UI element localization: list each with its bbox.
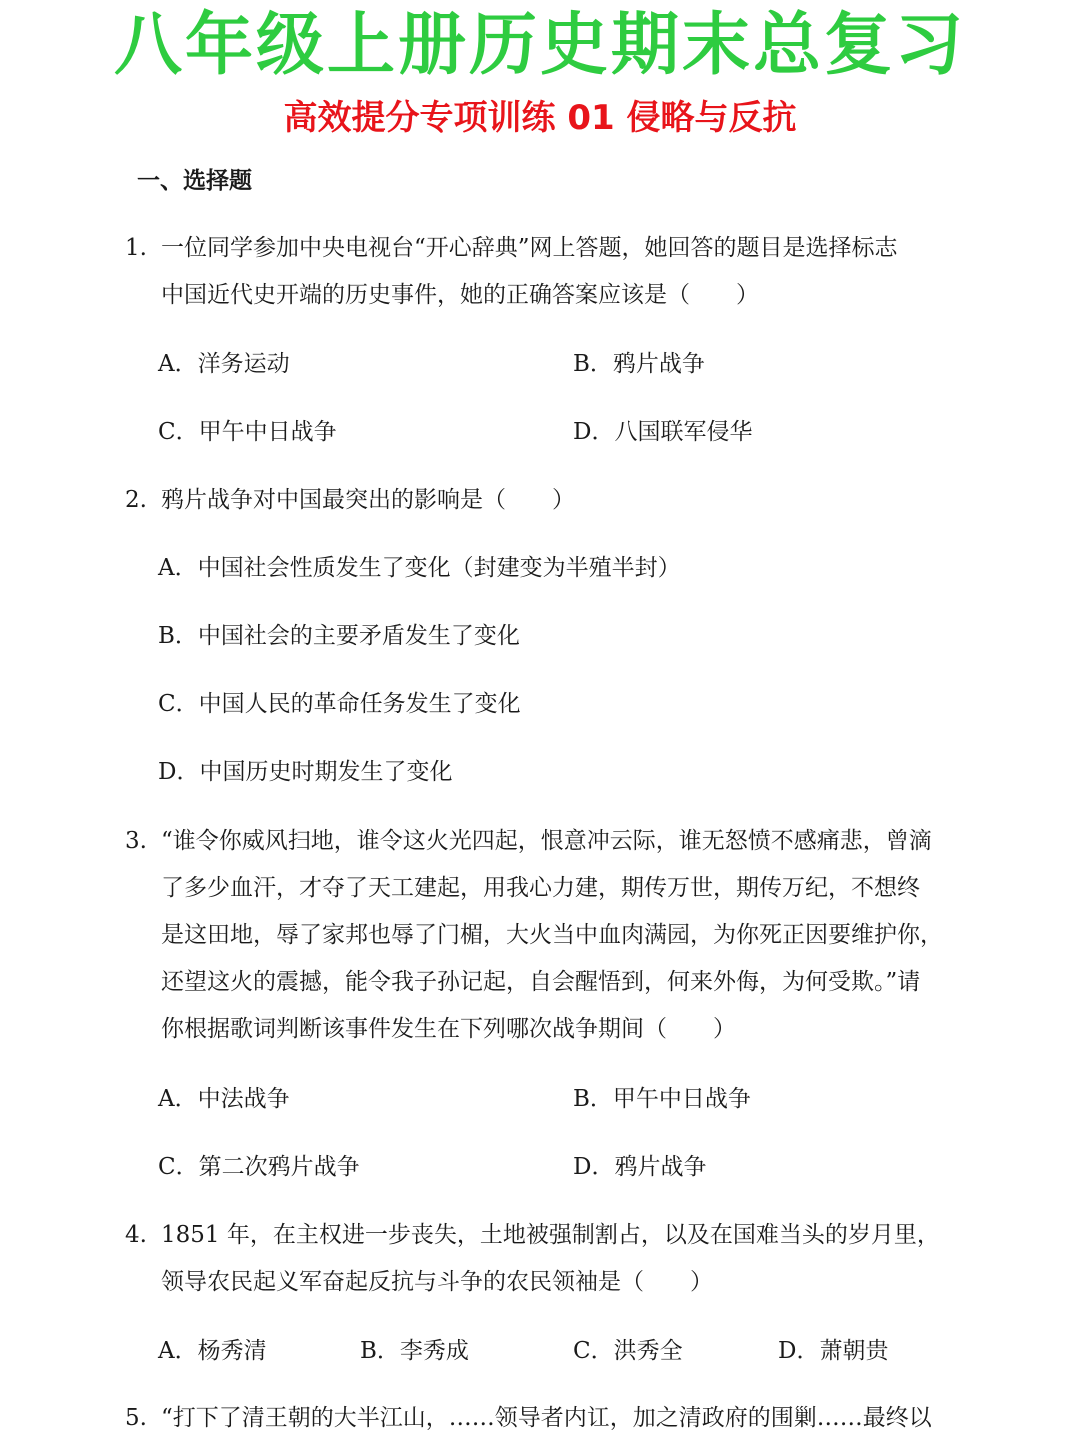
question-3 <box>125 818 975 1053</box>
option-b[interactable]: B．鸦片战争 <box>573 351 705 377</box>
question-text: 鸦片战争对中国最突出的影响是（ ） <box>161 487 575 513</box>
option-b[interactable]: B．甲午中日战争 <box>573 1086 751 1112</box>
option-d[interactable]: D．鸦片战争 <box>573 1154 707 1180</box>
option-c[interactable]: C．中国人民的革命任务发生了变化 <box>158 691 521 717</box>
option-d[interactable]: D．中国历史时期发生了变化 <box>158 759 453 785</box>
option-b[interactable]: B．中国社会的主要矛盾发生了变化 <box>158 623 520 649</box>
question-text: 领导农民起义军奋起反抗与斗争的农民领袖是（ ） <box>161 1269 713 1295</box>
option-a[interactable]: A．中国社会性质发生了变化（封建变为半殖半封） <box>158 555 681 581</box>
question-number: 2. <box>125 487 147 513</box>
question-2 <box>125 477 975 524</box>
option-a[interactable]: A．中法战争 <box>158 1086 290 1112</box>
question-5 <box>125 1395 975 1442</box>
question-text: “打下了清王朝的大半江山，……领导者内讧，加之清政府的围剿……最终以 <box>161 1405 932 1431</box>
option-c[interactable]: C．洪秀全 <box>573 1338 683 1364</box>
option-b[interactable]: B．李秀成 <box>360 1338 469 1364</box>
question-text: 一位同学参加中央电视台“开心辞典”网上答题，她回答的题目是选择标志 <box>161 235 898 261</box>
section-heading: 一、选择题 <box>137 168 252 194</box>
question-text: 你根据歌词判断该事件发生在下列哪次战争期间（ ） <box>161 1016 736 1042</box>
question-1 <box>125 225 975 319</box>
question-4 <box>125 1212 975 1306</box>
option-c[interactable]: C．第二次鸦片战争 <box>158 1154 360 1180</box>
document-title: 八年级上册历史期末总复习 <box>113 6 966 85</box>
question-text: 是这田地，辱了家邦也辱了门楣，大火当中血肉满园，为你死正因要维护你， <box>161 922 943 948</box>
question-text: 还望这火的震撼，能令我子孙记起，自会醒悟到，何来外侮，为何受欺。”请 <box>161 969 921 995</box>
question-text: 中国近代史开端的历史事件，她的正确答案应该是（ ） <box>161 282 759 308</box>
question-number: 5. <box>125 1405 147 1431</box>
option-d[interactable]: D．八国联军侵华 <box>573 419 753 445</box>
question-text: 1851 年，在主权进一步丧失，土地被强制割占，以及在国难当头的岁月里， <box>161 1222 940 1248</box>
question-number: 4. <box>125 1222 147 1248</box>
option-a[interactable]: A．杨秀清 <box>158 1338 267 1364</box>
question-number: 1. <box>125 235 147 261</box>
option-d[interactable]: D．萧朝贵 <box>778 1338 889 1364</box>
option-a[interactable]: A．洋务运动 <box>158 351 290 377</box>
question-number: 3. <box>125 828 147 854</box>
document-subtitle: 高效提分专项训练 01 侵略与反抗 <box>283 98 797 138</box>
question-text: “谁令你威风扫地，谁令这火光四起，恨意冲云际，谁无怒愤不感痛悲，曾滴 <box>161 828 932 854</box>
option-c[interactable]: C．甲午中日战争 <box>158 419 337 445</box>
question-text: 了多少血汗，才夺了天工建起，用我心力建，期传万世，期传万纪，不想终 <box>161 875 920 901</box>
